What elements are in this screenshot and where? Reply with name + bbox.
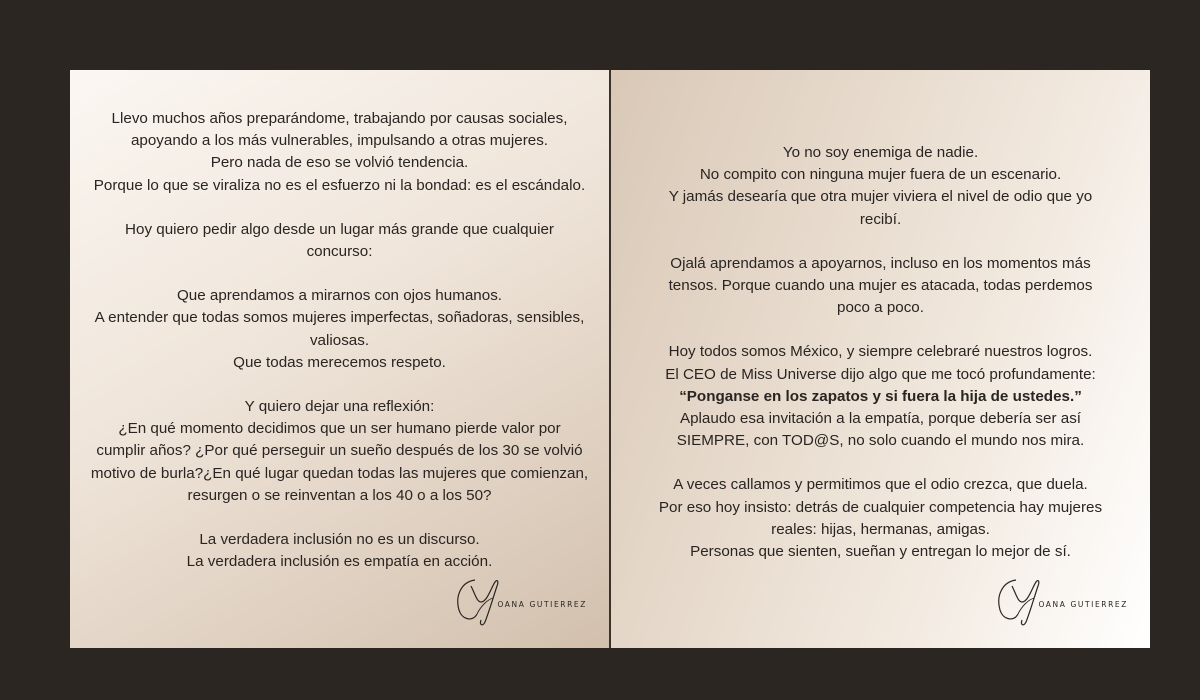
text-line: Hoy quiero pedir algo desde un lugar más grande que cualquier [125,220,554,238]
text-line: valiosas. [309,331,370,349]
text-line: Personas que sienten, sueñan y entregan lo mejor de sí. [690,543,1071,561]
paragraph [84,396,595,507]
right-card-text [611,142,1150,563]
quote-line: “Ponganse en los zapatos y si fuera la hija de ustedes.” [679,387,1082,405]
text-line: cumplir años? ¿Por qué perseguir un sueño después de los 30 se volvió [96,442,583,460]
left-card-text [70,108,609,573]
text-line: El CEO de Miss Universe dijo algo que me tocó profundamente: [665,365,1096,383]
paragraph [84,219,595,263]
signature-logo [992,572,1128,628]
signature-name: OANA GUTIERREZ [1038,599,1128,609]
text-line: La verdadera inclusión no es un discurso. [199,531,480,549]
paragraph [84,529,595,573]
text-line: SIEMPRE, con TOD@S, no solo cuando el mundo nos mira. [676,432,1085,450]
text-line: reales: hijas, hermanas, amigas. [771,520,990,538]
text-line: resurgen o se reinventan a los 40 o a los 50? [187,486,492,504]
text-line: tensos. Porque cuando una mujer es atacada, todas perdemos [668,277,1093,295]
text-line: Pero nada de eso se volvió tendencia. [210,154,469,172]
text-line: Hoy todos somos México, y siempre celebraré nuestros logros. [668,343,1093,361]
text-line: Ojalá aprendamos a apoyarnos, incluso en los momentos más [670,254,1091,272]
text-line: Yo no soy enemiga de nadie. [782,144,979,161]
paragraph [84,108,595,197]
text-line: Llevo muchos años preparándome, trabajando por causas sociales, [111,110,568,127]
text-line: No compito con ninguna mujer fuera de un escenario. [699,166,1062,184]
text-line: Que todas merecemos respeto. [233,353,446,371]
text-line: A entender que todas somos mujeres imperfectas, soñadoras, sensibles, [94,309,585,327]
paragraph [625,142,1136,231]
paragraph [625,341,1136,452]
paragraph [84,285,595,374]
text-line: concurso: [306,243,373,261]
right-card [611,70,1150,648]
text-line: Aplaudo esa invitación a la empatía, porque debería ser así [679,410,1082,428]
paragraph [625,474,1136,563]
paragraph [625,253,1136,320]
text-line: Y jamás desearía que otra mujer viviera el nivel de odio que yo [668,188,1093,206]
text-line: ¿En qué momento decidimos que un ser humano pierde valor por [118,420,561,438]
text-line: motivo de burla?¿En qué lugar quedan todas las mujeres que comienzan, [90,464,589,482]
text-line: Y quiero dejar una reflexión: [244,398,435,416]
text-line: Por eso hoy insisto: detrás de cualquier competencia hay mujeres [658,498,1103,516]
text-line: Porque lo que se viraliza no es el esfuerzo ni la bondad: es el escándalo. [93,176,586,194]
text-line: Que aprendamos a mirarnos con ojos humanos. [176,287,503,305]
signature-name: OANA GUTIERREZ [497,599,587,609]
text-line: La verdadera inclusión es empatía en acción. [186,553,493,571]
signature-logo [451,572,587,628]
text-line: recibí. [859,210,902,228]
text-line: poco a poco. [837,299,924,317]
text-line: A veces callamos y permitimos que el odio crezca, que duela. [673,476,1088,494]
text-line: apoyando a los más vulnerables, impulsando a otras mujeres. [130,132,549,150]
left-card [70,70,609,648]
